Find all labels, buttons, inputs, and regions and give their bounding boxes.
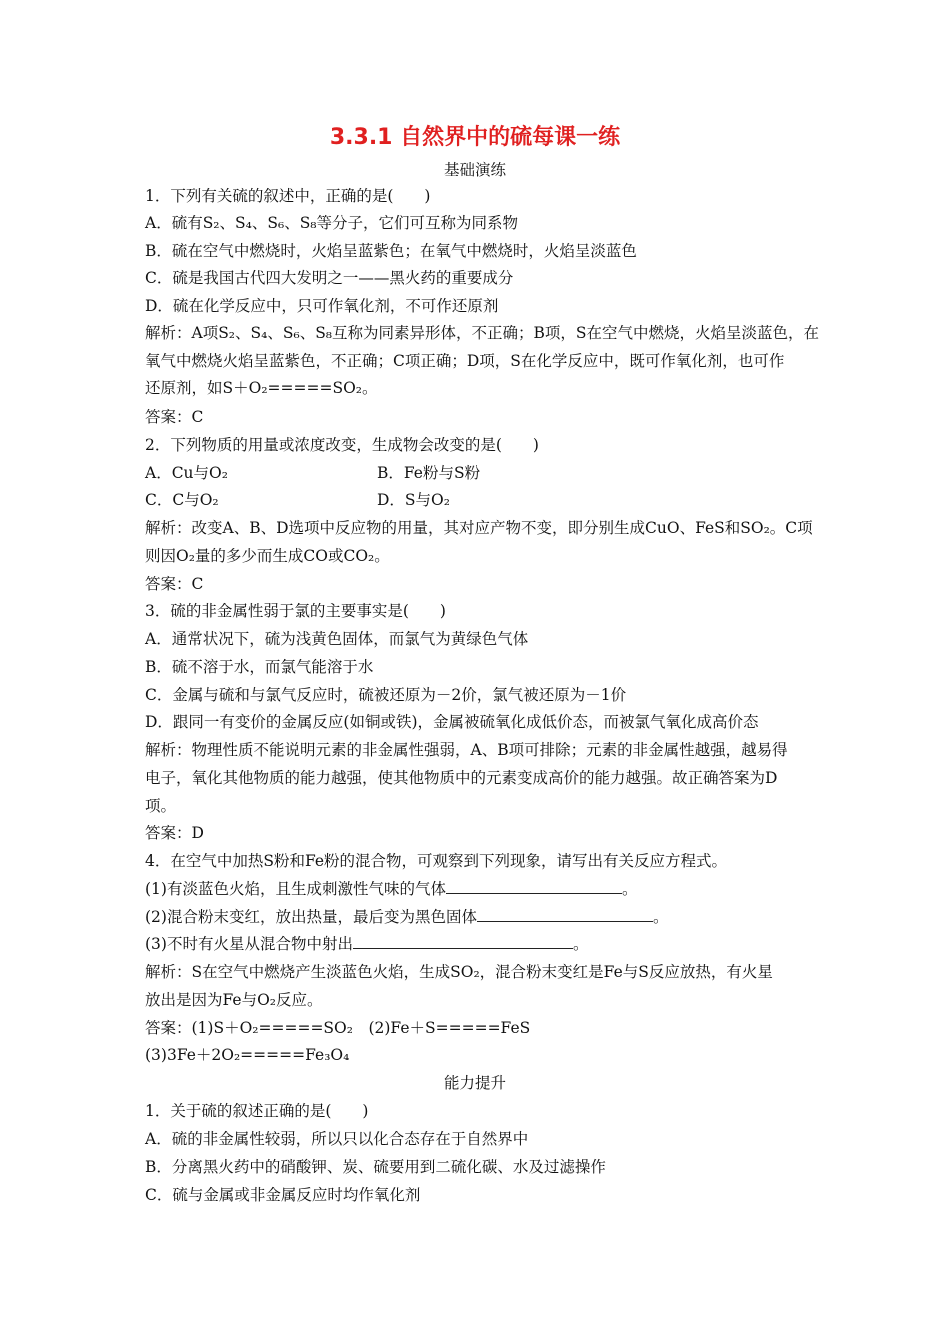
q2-option-c: C．C与O₂: [145, 491, 219, 509]
q1-option-a: A．硫有S₂、S₄、S₆、S₈等分子，它们可互称为同系物: [145, 214, 519, 232]
q4-part2-text: (2)混合粉末变红，放出热量，最后变为黑色固体: [145, 908, 477, 926]
document-title: 3.3.1 自然界中的硫每课一练: [329, 125, 621, 150]
q2-explanation-line1: 解析：改变A、B、D选项中反应物的用量，其对应产物不变，即分别生成CuO、FeS和SO₂。C项: [145, 519, 813, 537]
q4-part3-period: 。: [572, 935, 589, 953]
q4-part2: [145, 907, 815, 927]
q2-stem: 2．下列物质的用量或浓度改变，生成物会改变的是( ): [145, 436, 539, 454]
q4-part1-text: (1)有淡蓝色火焰，且生成刺激性气味的气体: [145, 880, 446, 898]
q3-option-b: B．硫不溶于水，而氯气能溶于水: [145, 658, 374, 676]
q2-options-row2: [145, 490, 815, 510]
q2-option-a: A．Cu与O₂: [145, 464, 228, 482]
q1-explanation-line3: 还原剂，如S＋O₂=====SO₂。: [145, 379, 378, 397]
q3-stem: 3．硫的非金属性弱于氯的主要事实是( ): [145, 602, 446, 620]
q4-part1-answer-blank[interactable]: [446, 879, 622, 894]
q1-answer: 答案：C: [145, 408, 204, 426]
q4-answer-line1: 答案：(1)S＋O₂=====SO₂ (2)Fe＋S=====FeS: [145, 1019, 531, 1037]
q1-explanation-line1: 解析：A项S₂、S₄、S₆、S₈互称为同素异形体，不正确；B项，S在空气中燃烧，火焰呈淡蓝色，在: [145, 324, 820, 342]
q1-explanation-line2: 氧气中燃烧火焰呈蓝紫色，不正确；C项正确；D项，S在化学反应中，既可作氧化剂，也可作: [145, 352, 785, 370]
q4-part3-answer-blank[interactable]: [353, 934, 573, 949]
adv-q1-stem: 1．关于硫的叙述正确的是( ): [145, 1102, 369, 1120]
q2-option-b: B．Fe粉与S粉: [377, 464, 481, 482]
q3-option-d: D．跟同一有变价的金属反应(如铜或铁)，金属被硫氧化成低价态，而被氯气氧化成高价态: [145, 713, 759, 731]
q4-part1: [145, 879, 815, 899]
q4-explanation-line1: 解析：S在空气中燃烧产生淡蓝色火焰，生成SO₂，混合粉末变红是Fe与S反应放热，有火星: [145, 963, 773, 981]
q4-part3-text: (3)不时有火星从混合物中射出: [145, 935, 353, 953]
q3-answer: 答案：D: [145, 824, 204, 842]
q2-options-row1: [145, 463, 815, 483]
adv-q1-option-c: C．硫与金属或非金属反应时均作氧化剂: [145, 1186, 421, 1204]
q4-part3: [145, 934, 815, 954]
q4-part2-period: 。: [652, 908, 669, 926]
q3-explanation-line1: 解析：物理性质不能说明元素的非金属性强弱，A、B项可排除；元素的非金属性越强，越易得: [145, 741, 788, 759]
q2-explanation-line2: 则因O₂量的多少而生成CO或CO₂。: [145, 547, 390, 565]
adv-q1-option-a: A．硫的非金属性较弱，所以只以化合态存在于自然界中: [145, 1130, 529, 1148]
adv-q1-option-b: B．分离黑火药中的硝酸钾、炭、硫要用到二硫化碳、水及过滤操作: [145, 1158, 606, 1176]
q4-part2-answer-blank[interactable]: [477, 907, 653, 922]
q1-option-c: C．硫是我国古代四大发明之一——黑火药的重要成分: [145, 269, 514, 287]
q3-explanation-line2: 电子，氧化其他物质的能力越强，使其他物质中的元素变成高价的能力越强。故正确答案为D: [145, 769, 778, 787]
q1-stem: 1．下列有关硫的叙述中，正确的是( ): [145, 187, 431, 205]
q4-answer-line2: (3)3Fe＋2O₂=====Fe₃O₄: [145, 1046, 350, 1064]
q3-option-c: C．金属与硫和与氯气反应时，硫被还原为－2价，氯气被还原为－1价: [145, 686, 627, 704]
q1-option-b: B．硫在空气中燃烧时，火焰呈蓝紫色；在氧气中燃烧时，火焰呈淡蓝色: [145, 242, 637, 260]
section-heading-advanced: 能力提升: [443, 1074, 506, 1092]
q4-explanation-line2: 放出是因为Fe与O₂反应。: [145, 991, 323, 1009]
q4-part1-period: 。: [621, 880, 638, 898]
section-heading-basic: 基础演练: [443, 161, 506, 179]
q2-answer: 答案：C: [145, 575, 204, 593]
q3-option-a: A．通常状况下，硫为浅黄色固体，而氯气为黄绿色气体: [145, 630, 529, 648]
q3-explanation-line3: 项。: [145, 797, 177, 815]
q1-option-d: D．硫在化学反应中，只可作氧化剂，不可作还原剂: [145, 297, 499, 315]
q2-option-d: D．S与O₂: [377, 491, 450, 509]
q4-stem: 4．在空气中加热S粉和Fe粉的混合物，可观察到下列现象，请写出有关反应方程式。: [145, 852, 728, 870]
